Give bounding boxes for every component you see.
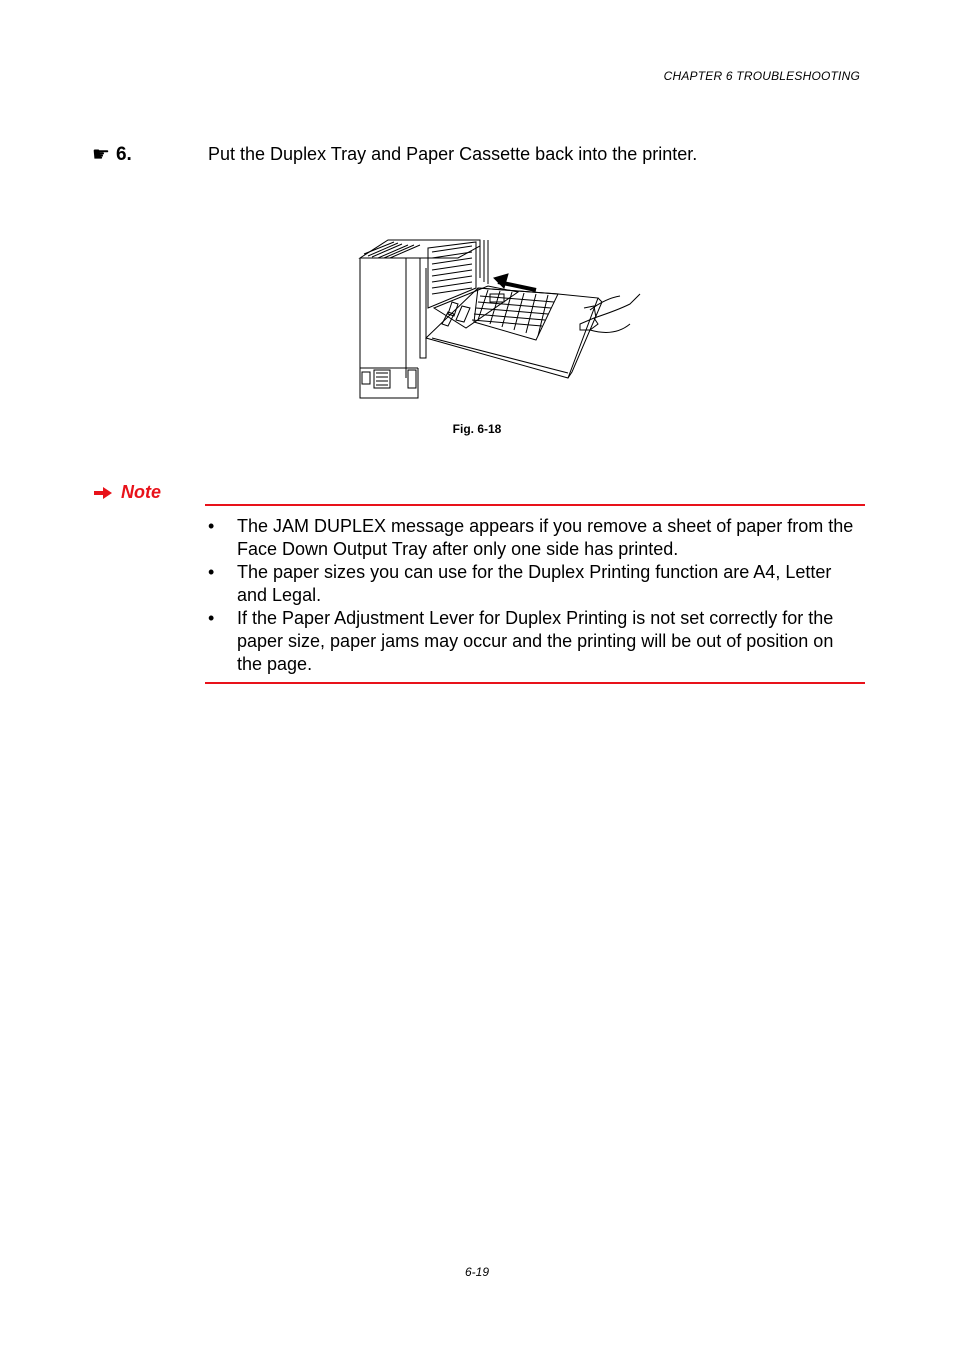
figure-caption-text: Fig. 6-18	[452, 422, 502, 436]
note-list	[208, 515, 858, 676]
step-number: 6.	[115, 143, 132, 165]
note-item	[208, 607, 858, 676]
note-item-text: If the Paper Adjustment Lever for Duplex Printing is not set correctly for the paper size, paper jams may occur and the printing will be out of position on the page.	[237, 608, 834, 674]
bullet-icon: •	[208, 562, 215, 582]
printer-duplex-tray-illustration	[358, 238, 644, 400]
note-bottom-rule	[205, 682, 865, 684]
step-instruction: Put the Duplex Tray and Paper Cassette back into the printer.	[208, 144, 698, 164]
note-arrow-icon	[93, 486, 113, 500]
note-top-rule	[205, 504, 865, 506]
bullet-icon: •	[208, 516, 215, 536]
note-item-text: The paper sizes you can use for the Duplex Printing function are A4, Letter and Legal.	[237, 562, 832, 605]
note-item	[208, 515, 858, 561]
bullet-icon: •	[208, 608, 215, 628]
pointing-hand-icon: ☛	[92, 144, 110, 166]
step-marker	[92, 142, 132, 167]
figure-caption	[0, 422, 954, 436]
note-item-text: The JAM DUPLEX message appears if you remove a sheet of paper from the Face Down Output Tray after only one side has printed.	[237, 516, 854, 559]
note-title: Note	[121, 482, 161, 502]
note-heading	[93, 482, 161, 503]
page-number: 6-19	[464, 1265, 490, 1279]
note-item	[208, 561, 858, 607]
chapter-header: CHAPTER 6 TROUBLESHOOTING	[663, 69, 860, 83]
